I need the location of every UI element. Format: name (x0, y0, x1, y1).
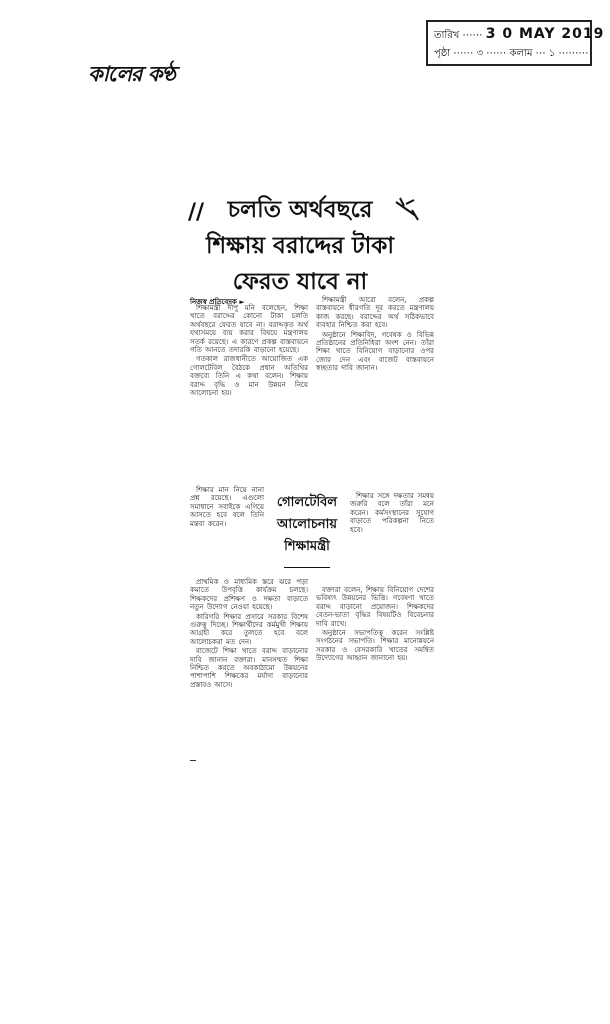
headline-line-3: ফেরত যাবে না (232, 268, 368, 295)
callout-rule (284, 567, 330, 568)
paragraph: বাজেটে শিক্ষা খাতে বরাদ্দ বাড়ানোর দাবি জানান বক্তারা। মানসম্মত শিক্ষা নিশ্চিত করতে অবকাঠামো উন্নয়নের পাশাপাশি শিক্ষকের মর্যাদা বাড়ানোর প্রস্তাবও আসে। (190, 647, 308, 689)
callout-line-2: আলোচনায় (276, 517, 338, 532)
article-column-1b (190, 486, 264, 576)
paragraph: অনুষ্ঠানে শিক্ষাবিদ, গবেষক ও বিভিন্ন প্রতিষ্ঠানের প্রতিনিধিরা অংশ নেন। তাঁরা শিক্ষা খাতে বিনিয়োগ বাড়ানোর ওপর জোর দেন এবং বাজেট বাস্তবায়নে স্বচ্ছতার দাবি জানান। (316, 330, 434, 373)
article-column-2a (316, 296, 434, 488)
paragraph: বক্তারা বলেন, শিক্ষায় বিনিয়োগ দেশের ভবিষ্যৎ উন্নয়নের ভিত্তি। গবেষণা খাতে বরাদ্দ বাড়ানো প্রয়োজন। শিক্ষকদের বেতন-ভাতা বৃদ্ধির বিষয়টিও বিবেচনার দাবি রাখে। (316, 586, 434, 628)
callout-box (268, 492, 346, 572)
paragraph: শিক্ষামন্ত্রী দীপু মনি বলেছেন, শিক্ষা খাতে বরাদ্দের কোনো টাকা চলতি অর্থবছরে ফেরত যাবে না। বরাদ্দকৃত অর্থ যথাসময়ে ব্যয় করার বিষয়ে মন্ত্রণালয় সতর্ক রয়েছে। এ কারণে প্রকল্প বাস্তবায়নে গতি আনতে তদারকি বাড়ানো হয়েছে। (190, 304, 308, 355)
column-value: ১ (548, 48, 556, 59)
paragraph: শিক্ষার মান নিয়ে নানা প্রশ্ন রয়েছে। এগুলো সমাধানে সবাইকে এগিয়ে আসতে হবে বলে তিনি মন্তব্য করেন। (190, 486, 264, 528)
paragraph: কারিগরি শিক্ষার প্রসারে সরকার বিশেষ গুরুত্ব দিচ্ছে। শিক্ষার্থীদের কর্মমুখী শিক্ষায় আগ্রহী করে তুলতে হবে বলে আলোচকরা মত দেন। (190, 612, 308, 646)
date-label: তারিখ (434, 30, 460, 41)
headline-line-1: চলতি অর্থবছরে (227, 196, 373, 223)
paragraph: শিক্ষামন্ত্রী আরো বলেন, প্রকল্প বাস্তবায়নে ধীরগতি দূর করতে মন্ত্রণালয় কাজ করছে। বরাদ্দের অর্থ সঠিকভাবে ব্যবহার নিশ্চিত করা হবে। (316, 296, 434, 330)
column-label: কলাম (509, 48, 533, 59)
newspaper-masthead: কালের কণ্ঠ (88, 61, 175, 86)
page-label: পৃষ্ঠা (434, 48, 451, 59)
paragraph: প্রাথমিক ও মাধ্যমিক স্তরে ঝরে পড়া কমাতে উপবৃত্তি কার্যক্রম চলছে। শিক্ষকদের প্রশিক্ষণ ও দক্ষতা বাড়াতে নতুন উদ্যোগ নেওয়া হয়েছে। (190, 578, 308, 612)
reporter-byline: নিজস্ব প্রতিবেদক ► (190, 298, 245, 306)
page-value: ৩ (476, 48, 484, 59)
callout-line-3: শিক্ষামন্ত্রী (284, 539, 330, 554)
article-column-1a (190, 304, 308, 482)
headline-mark: // (188, 200, 205, 225)
headline-line-2: শিক্ষায় বরাদ্দের টাকা (205, 232, 395, 259)
date-stamp: তারিখ ⋯⋯ 3 0 MAY 2019 পৃষ্ঠা ⋯⋯ ৩ ⋯⋯ কলাম ⋯ ১ ⋯⋯⋯ (426, 20, 592, 66)
paragraph: অনুষ্ঠানে সভাপতিত্ব করেন সংশ্লিষ্ট সংগঠনের সভাপতি। শিক্ষার মানোন্নয়নে সরকার ও বেসরকারি খাতের সমন্বিত উদ্যোগের আহ্বান জানানো হয়। (316, 629, 434, 663)
end-mark (190, 760, 196, 761)
article-column-2c (316, 586, 434, 756)
article-column-1c (190, 578, 308, 758)
article-column-2b (350, 492, 434, 582)
date-value: 3 0 MAY 2019 (485, 26, 605, 42)
callout-line-1: গোলটেবিল (276, 495, 338, 510)
headline (180, 192, 420, 300)
paragraph: গতকাল রাজধানীতে আয়োজিত এক গোলটেবিল বৈঠকে প্রধান অতিথির বক্তব্যে তিনি এ কথা বলেন। শিক্ষায় বরাদ্দ বৃদ্ধি ও মান উন্নয়ন নিয়ে আলোচনা হয়। (190, 355, 308, 398)
paragraph: শিক্ষার সঙ্গে দক্ষতার সমন্বয় জরুরি বলে তাঁরা মনে করেন। কর্মসংস্থানের সুযোগ বাড়াতে পরিকল্পনা নিতে হবে। (350, 492, 434, 534)
